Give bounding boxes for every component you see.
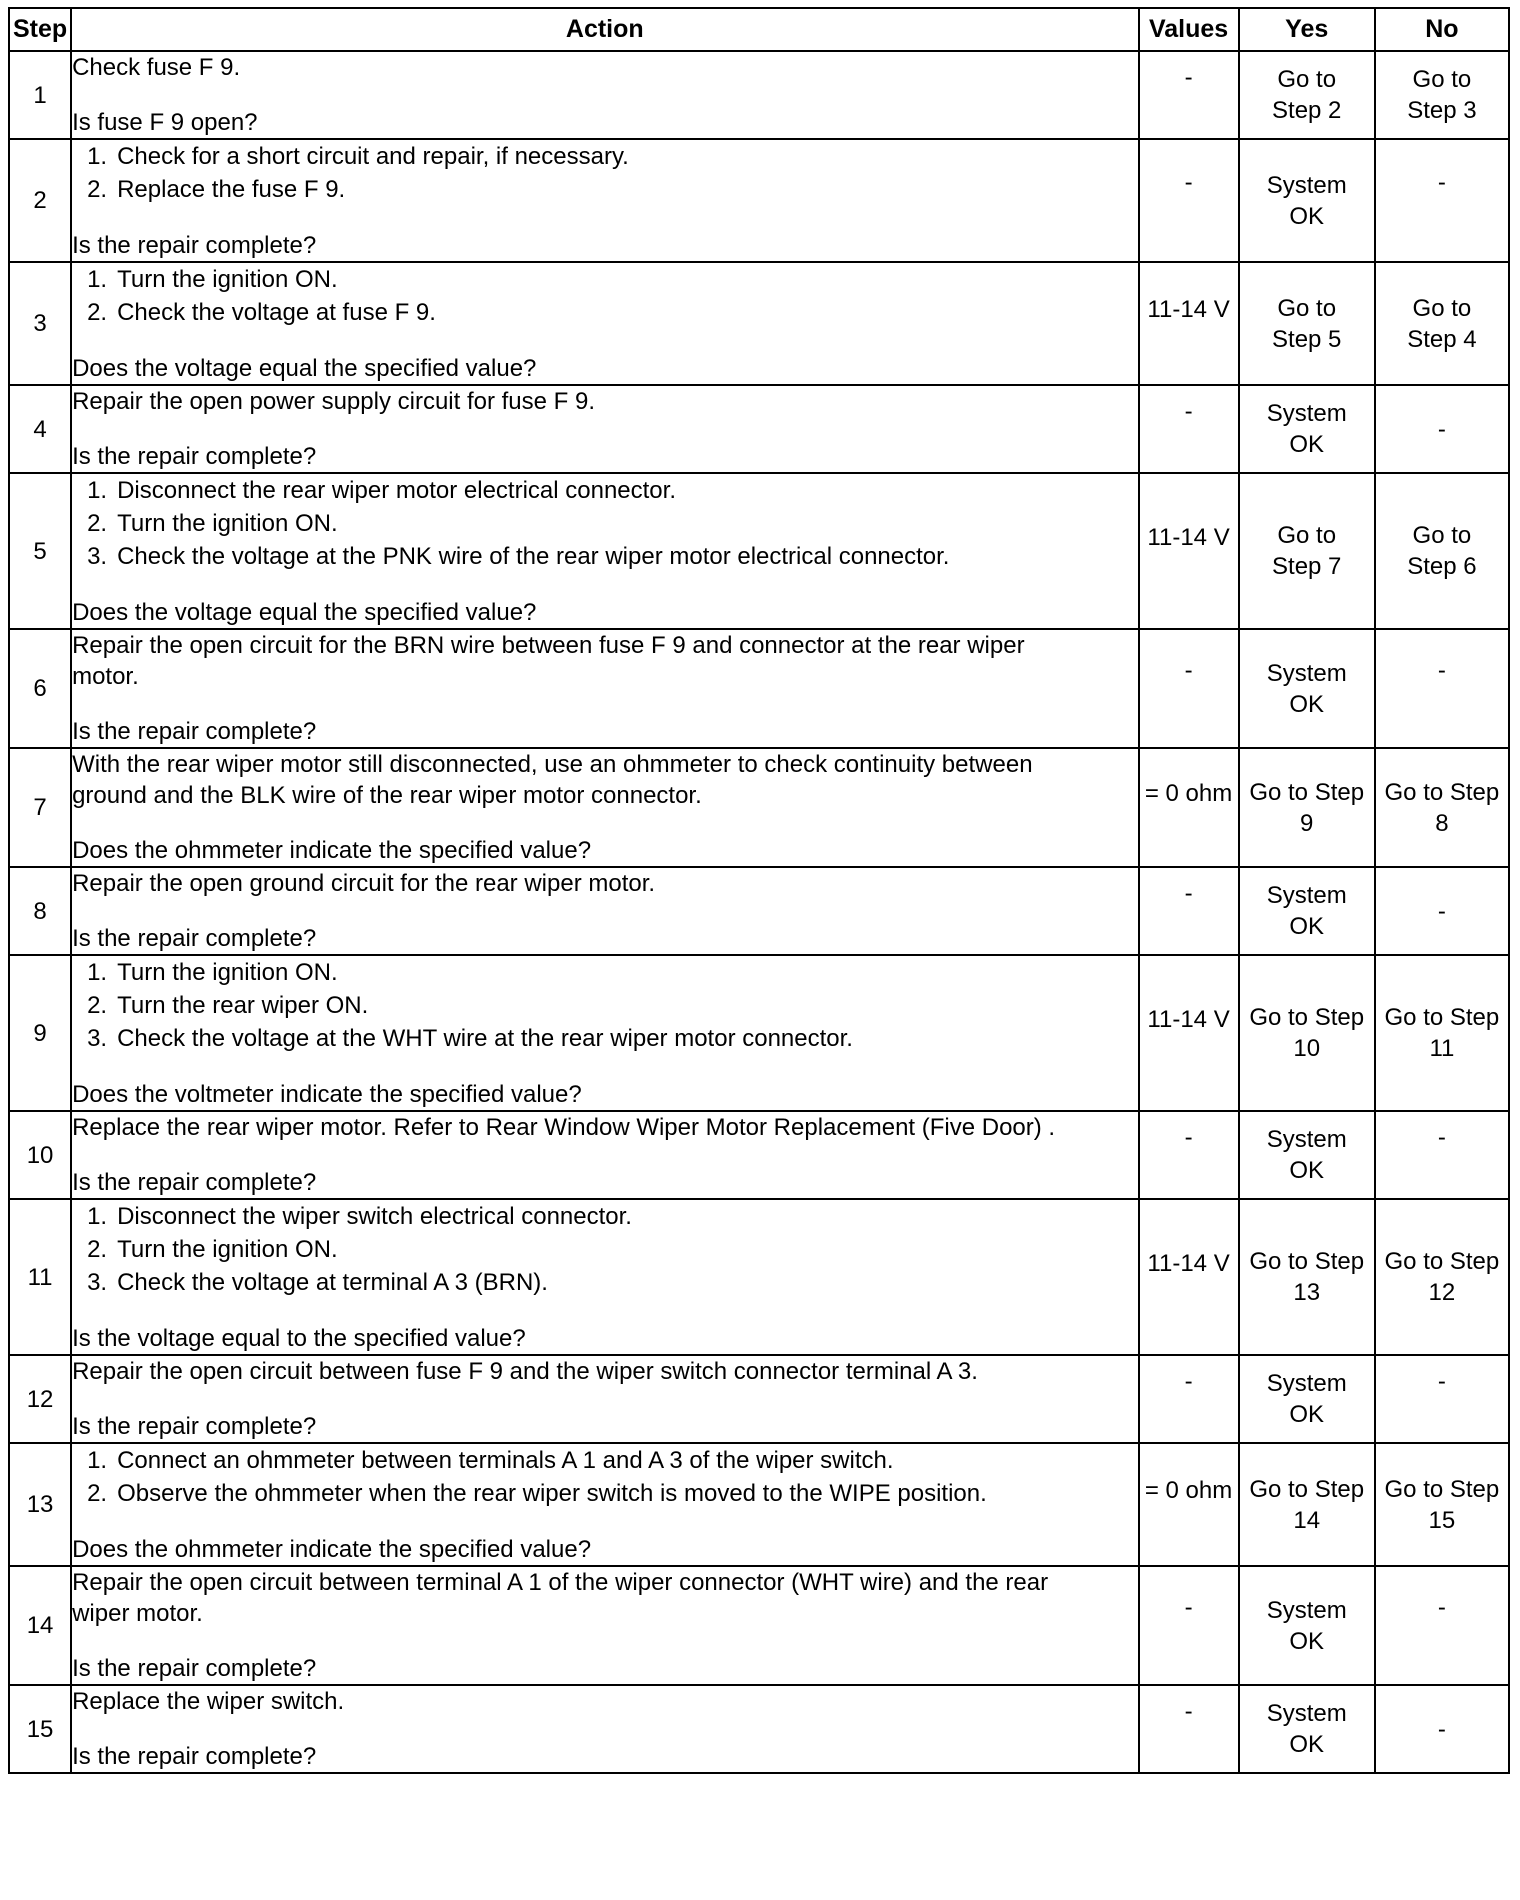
yes-result: Go to xyxy=(1277,294,1337,322)
no-result: - xyxy=(1437,897,1446,925)
specified-value: - xyxy=(1184,879,1193,907)
no-result: Go to Step xyxy=(1384,1475,1500,1503)
action-step-number: 2. xyxy=(87,510,108,537)
yes-result: System xyxy=(1266,400,1347,427)
table-row xyxy=(9,262,1509,385)
action-question: Is the repair complete? xyxy=(72,1169,317,1196)
action-question: Does the ohmmeter indicate the specified value? xyxy=(72,1536,592,1563)
action-step xyxy=(72,1266,1137,1299)
action-step-text: Check the voltage at terminal A 3 (BRN). xyxy=(117,1269,548,1296)
yes-result: OK xyxy=(1289,690,1325,718)
no-cell xyxy=(1375,473,1509,629)
specified-value: - xyxy=(1184,397,1193,425)
value-cell xyxy=(1139,51,1239,139)
action-question: Is the repair complete? xyxy=(72,1743,317,1770)
table-row xyxy=(9,51,1509,139)
specified-value: - xyxy=(1184,1367,1193,1395)
yes-result: System xyxy=(1266,1700,1347,1727)
yes-result: Step 5 xyxy=(1272,325,1342,353)
action-cell xyxy=(71,1685,1138,1773)
action-question: Is the repair complete? xyxy=(72,1413,317,1440)
value-cell xyxy=(1139,1685,1239,1773)
action-cell xyxy=(71,262,1138,385)
yes-cell xyxy=(1239,1443,1375,1566)
action-step xyxy=(72,507,1137,540)
action-cell xyxy=(71,1566,1138,1685)
yes-result: OK xyxy=(1289,913,1325,940)
action-question: Does the voltage equal the specified value? xyxy=(72,355,537,382)
value-cell xyxy=(1139,748,1239,867)
value-cell xyxy=(1139,955,1239,1111)
action-steps-list xyxy=(72,1444,1137,1510)
action-question: Does the ohmmeter indicate the specified value? xyxy=(72,837,592,864)
yes-result: 10 xyxy=(1293,1035,1321,1062)
action-step-text: Disconnect the rear wiper motor electrical connector. xyxy=(117,477,676,504)
step-number: 1 xyxy=(9,51,71,139)
step-number: 10 xyxy=(9,1111,71,1199)
spacer xyxy=(72,1510,1137,1534)
value-cell xyxy=(1139,139,1239,262)
action-step-number: 3. xyxy=(87,1025,108,1052)
yes-result: System xyxy=(1266,1370,1347,1397)
action-text: ground and the BLK wire of the rear wiper motor connector. xyxy=(72,782,702,809)
no-result: Step 4 xyxy=(1407,325,1477,353)
action-cell xyxy=(71,139,1138,262)
value-cell xyxy=(1139,1443,1239,1566)
no-result: Go to Step xyxy=(1384,1004,1500,1031)
diagnostic-table xyxy=(8,7,1510,1774)
action-text: Replace the rear wiper motor. Refer to Rear Window Wiper Motor Replacement (Five Door) . xyxy=(72,1114,1056,1141)
table-row xyxy=(9,748,1509,867)
no-result: - xyxy=(1437,169,1446,196)
spacer xyxy=(72,811,1137,835)
action-steps-list xyxy=(72,474,1137,573)
action-cell xyxy=(71,473,1138,629)
no-result: Go to xyxy=(1412,294,1472,322)
action-step-text: Check for a short circuit and repair, if necessary. xyxy=(117,143,629,170)
yes-result: OK xyxy=(1289,202,1325,230)
step-number: 15 xyxy=(9,1685,71,1773)
value-cell xyxy=(1139,629,1239,748)
header-yes: Yes xyxy=(1239,8,1375,51)
header-action: Action xyxy=(71,8,1138,51)
table-row xyxy=(9,955,1509,1111)
step-number: 9 xyxy=(9,955,71,1111)
yes-cell xyxy=(1239,867,1375,955)
step-number: 4 xyxy=(9,385,71,473)
yes-result: OK xyxy=(1289,1157,1325,1184)
yes-result: Go to xyxy=(1277,522,1337,549)
step-number: 12 xyxy=(9,1355,71,1443)
no-cell xyxy=(1375,385,1509,473)
action-cell xyxy=(71,748,1138,867)
action-step-text: Turn the rear wiper ON. xyxy=(117,992,369,1019)
action-question: Does the voltage equal the specified value? xyxy=(72,599,537,626)
action-step-text: Turn the ignition ON. xyxy=(117,510,338,537)
action-text: Repair the open circuit for the BRN wire between fuse F 9 and connector at the rear wiper xyxy=(72,632,1025,659)
table-row xyxy=(9,1199,1509,1355)
no-result: - xyxy=(1437,657,1446,684)
step-number: 3 xyxy=(9,262,71,385)
action-step-number: 3. xyxy=(87,1269,108,1296)
value-cell xyxy=(1139,385,1239,473)
no-result: - xyxy=(1437,1594,1446,1621)
yes-result: OK xyxy=(1289,431,1325,458)
no-cell xyxy=(1375,1685,1509,1773)
spacer xyxy=(72,1717,1137,1741)
no-result: - xyxy=(1437,415,1446,443)
table-body xyxy=(9,51,1509,1773)
specified-value: 11-14 V xyxy=(1147,1005,1230,1033)
no-cell xyxy=(1375,629,1509,748)
action-step xyxy=(72,1200,1137,1233)
yes-result: Go to xyxy=(1277,66,1337,93)
action-step xyxy=(72,540,1137,573)
table-row xyxy=(9,629,1509,748)
yes-cell xyxy=(1239,139,1375,262)
no-cell xyxy=(1375,748,1509,867)
header-values: Values xyxy=(1139,8,1239,51)
specified-value: - xyxy=(1184,1123,1193,1151)
specified-value: = 0 ohm xyxy=(1144,780,1233,807)
no-cell xyxy=(1375,1199,1509,1355)
step-number: 14 xyxy=(9,1566,71,1685)
table-row xyxy=(9,385,1509,473)
specified-value: 11-14 V xyxy=(1147,523,1230,551)
spacer xyxy=(72,1055,1137,1079)
step-number: 7 xyxy=(9,748,71,867)
spacer xyxy=(72,1629,1137,1653)
action-step-number: 1. xyxy=(87,1447,108,1474)
action-step-text: Connect an ohmmeter between terminals A 1 and A 3 of the wiper switch. xyxy=(117,1447,894,1474)
value-cell xyxy=(1139,473,1239,629)
action-question: Is the repair complete? xyxy=(72,925,317,952)
action-step xyxy=(72,173,1137,206)
action-step-number: 1. xyxy=(87,477,108,504)
yes-cell xyxy=(1239,1111,1375,1199)
action-step xyxy=(72,296,1137,329)
no-cell xyxy=(1375,1566,1509,1685)
yes-result: 9 xyxy=(1300,809,1314,837)
step-number: 13 xyxy=(9,1443,71,1566)
action-step-text: Observe the ohmmeter when the rear wiper switch is moved to the WIPE position. xyxy=(117,1480,987,1507)
action-cell xyxy=(71,1111,1138,1199)
action-step-number: 3. xyxy=(87,543,108,570)
spacer xyxy=(72,692,1137,716)
action-question: Is the repair complete? xyxy=(72,1655,317,1682)
action-step xyxy=(72,1022,1137,1055)
action-question: Is the repair complete? xyxy=(72,232,317,259)
action-step-number: 2. xyxy=(87,176,108,203)
action-cell xyxy=(71,51,1138,139)
yes-result: System xyxy=(1266,171,1347,199)
no-result: Go to Step xyxy=(1384,778,1500,806)
action-step-text: Disconnect the wiper switch electrical connector. xyxy=(117,1203,632,1230)
step-number: 2 xyxy=(9,139,71,262)
no-result: Step 3 xyxy=(1407,97,1477,124)
spacer xyxy=(72,899,1137,923)
action-cell xyxy=(71,385,1138,473)
table-row xyxy=(9,1111,1509,1199)
no-cell xyxy=(1375,867,1509,955)
yes-result: Step 2 xyxy=(1272,97,1342,124)
yes-result: Go to Step xyxy=(1249,778,1365,806)
action-text: Check fuse F 9. xyxy=(72,54,241,81)
specified-value: - xyxy=(1184,63,1193,91)
yes-cell xyxy=(1239,629,1375,748)
specified-value: - xyxy=(1184,657,1193,684)
step-number: 11 xyxy=(9,1199,71,1355)
no-cell xyxy=(1375,1443,1509,1566)
action-cell xyxy=(71,629,1138,748)
table-row xyxy=(9,1443,1509,1566)
action-step xyxy=(72,1444,1137,1477)
yes-result: System xyxy=(1266,1126,1347,1153)
action-step-number: 1. xyxy=(87,143,108,170)
action-steps-list xyxy=(72,263,1137,329)
action-text: motor. xyxy=(72,663,139,690)
yes-cell xyxy=(1239,385,1375,473)
yes-cell xyxy=(1239,748,1375,867)
no-result: 15 xyxy=(1428,1506,1456,1534)
no-cell xyxy=(1375,262,1509,385)
action-cell xyxy=(71,1443,1138,1566)
table-row xyxy=(9,1566,1509,1685)
value-cell xyxy=(1139,1199,1239,1355)
no-cell xyxy=(1375,1355,1509,1443)
yes-result: Go to Step xyxy=(1249,1475,1365,1503)
yes-cell xyxy=(1239,262,1375,385)
step-number: 5 xyxy=(9,473,71,629)
header-no: No xyxy=(1375,8,1509,51)
action-question: Does the voltmeter indicate the specified value? xyxy=(72,1081,582,1108)
table-row xyxy=(9,867,1509,955)
yes-cell xyxy=(1239,1199,1375,1355)
action-step-number: 2. xyxy=(87,992,108,1019)
no-cell xyxy=(1375,139,1509,262)
action-text: Repair the open circuit between fuse F 9 and the wiper switch connector terminal A 3. xyxy=(72,1358,978,1385)
action-step xyxy=(72,263,1137,296)
no-result: 8 xyxy=(1435,809,1449,837)
action-step-text: Turn the ignition ON. xyxy=(117,959,338,986)
yes-result: Go to Step xyxy=(1249,1004,1365,1031)
action-step xyxy=(72,1233,1137,1266)
value-cell xyxy=(1139,1566,1239,1685)
no-result: Go to xyxy=(1412,66,1472,93)
yes-result: 14 xyxy=(1293,1506,1321,1534)
action-step-number: 1. xyxy=(87,1203,108,1230)
spacer xyxy=(72,329,1137,353)
no-result: - xyxy=(1437,1123,1446,1151)
action-cell xyxy=(71,867,1138,955)
action-cell xyxy=(71,955,1138,1111)
action-question: Is the repair complete? xyxy=(72,718,317,745)
action-cell xyxy=(71,1355,1138,1443)
action-text: wiper motor. xyxy=(72,1600,203,1627)
yes-result: OK xyxy=(1289,1627,1325,1655)
action-steps-list xyxy=(72,956,1137,1055)
table-row xyxy=(9,473,1509,629)
action-step xyxy=(72,956,1137,989)
specified-value: - xyxy=(1184,1697,1193,1725)
no-cell xyxy=(1375,1111,1509,1199)
action-question: Is the voltage equal to the specified value? xyxy=(72,1325,526,1352)
yes-result: Step 7 xyxy=(1272,553,1342,580)
spacer xyxy=(72,206,1137,230)
yes-result: System xyxy=(1266,882,1347,909)
no-result: Go to Step xyxy=(1384,1248,1500,1275)
action-text: With the rear wiper motor still disconnected, use an ohmmeter to check continuity between xyxy=(72,751,1033,778)
action-step-text: Check the voltage at fuse F 9. xyxy=(117,299,436,326)
value-cell xyxy=(1139,262,1239,385)
yes-cell xyxy=(1239,51,1375,139)
yes-cell xyxy=(1239,955,1375,1111)
value-cell xyxy=(1139,1355,1239,1443)
action-text: Replace the wiper switch. xyxy=(72,1688,345,1715)
yes-cell xyxy=(1239,1685,1375,1773)
action-step-number: 1. xyxy=(87,959,108,986)
yes-result: 13 xyxy=(1293,1279,1321,1306)
spacer xyxy=(72,573,1137,597)
yes-cell xyxy=(1239,1566,1375,1685)
specified-value: = 0 ohm xyxy=(1144,1477,1233,1504)
action-steps-list xyxy=(72,140,1137,206)
no-cell xyxy=(1375,955,1509,1111)
action-question: Is fuse F 9 open? xyxy=(72,109,258,136)
value-cell xyxy=(1139,1111,1239,1199)
action-step xyxy=(72,1477,1137,1510)
action-step-text: Turn the ignition ON. xyxy=(117,266,338,293)
table-row xyxy=(9,1685,1509,1773)
no-result: 12 xyxy=(1428,1279,1456,1306)
table-row xyxy=(9,139,1509,262)
action-step-number: 2. xyxy=(87,1236,108,1263)
action-question: Is the repair complete? xyxy=(72,443,317,470)
action-steps-list xyxy=(72,1200,1137,1299)
action-step-text: Turn the ignition ON. xyxy=(117,1236,338,1263)
step-number: 8 xyxy=(9,867,71,955)
value-cell xyxy=(1139,867,1239,955)
action-text: Repair the open ground circuit for the rear wiper motor. xyxy=(72,870,656,897)
specified-value: 11-14 V xyxy=(1147,296,1230,323)
action-step-number: 2. xyxy=(87,1480,108,1507)
action-text: Repair the open power supply circuit for fuse F 9. xyxy=(72,388,596,415)
no-result: - xyxy=(1437,1715,1446,1743)
spacer xyxy=(72,1387,1137,1411)
no-result: 11 xyxy=(1429,1035,1455,1062)
action-step-text: Replace the fuse F 9. xyxy=(117,176,346,203)
specified-value: - xyxy=(1184,169,1193,196)
spacer xyxy=(72,1299,1137,1323)
action-text: Repair the open circuit between terminal A 1 of the wiper connector (WHT wire) and the rear xyxy=(72,1569,1049,1596)
yes-cell xyxy=(1239,473,1375,629)
no-cell xyxy=(1375,51,1509,139)
action-step-number: 1. xyxy=(87,266,108,293)
action-step xyxy=(72,140,1137,173)
no-result: Go to xyxy=(1412,522,1472,549)
action-step-number: 2. xyxy=(87,299,108,326)
header-row xyxy=(9,8,1509,51)
no-result: Step 6 xyxy=(1407,553,1477,580)
yes-result: System xyxy=(1266,1596,1347,1624)
header-step: Step xyxy=(9,8,71,51)
specified-value: - xyxy=(1184,1594,1193,1621)
yes-result: OK xyxy=(1289,1731,1325,1758)
action-step xyxy=(72,989,1137,1022)
action-step xyxy=(72,474,1137,507)
action-step-text: Check the voltage at the PNK wire of the rear wiper motor electrical connector. xyxy=(117,543,950,570)
table-row xyxy=(9,1355,1509,1443)
action-cell xyxy=(71,1199,1138,1355)
yes-result: OK xyxy=(1289,1401,1325,1428)
yes-cell xyxy=(1239,1355,1375,1443)
specified-value: 11-14 V xyxy=(1147,1249,1230,1277)
step-number: 6 xyxy=(9,629,71,748)
yes-result: Go to Step xyxy=(1249,1248,1365,1275)
spacer xyxy=(72,1143,1137,1167)
spacer xyxy=(72,83,1137,107)
no-result: - xyxy=(1437,1367,1446,1395)
spacer xyxy=(72,417,1137,441)
action-step-text: Check the voltage at the WHT wire at the rear wiper motor connector. xyxy=(117,1025,853,1052)
yes-result: System xyxy=(1266,659,1347,687)
